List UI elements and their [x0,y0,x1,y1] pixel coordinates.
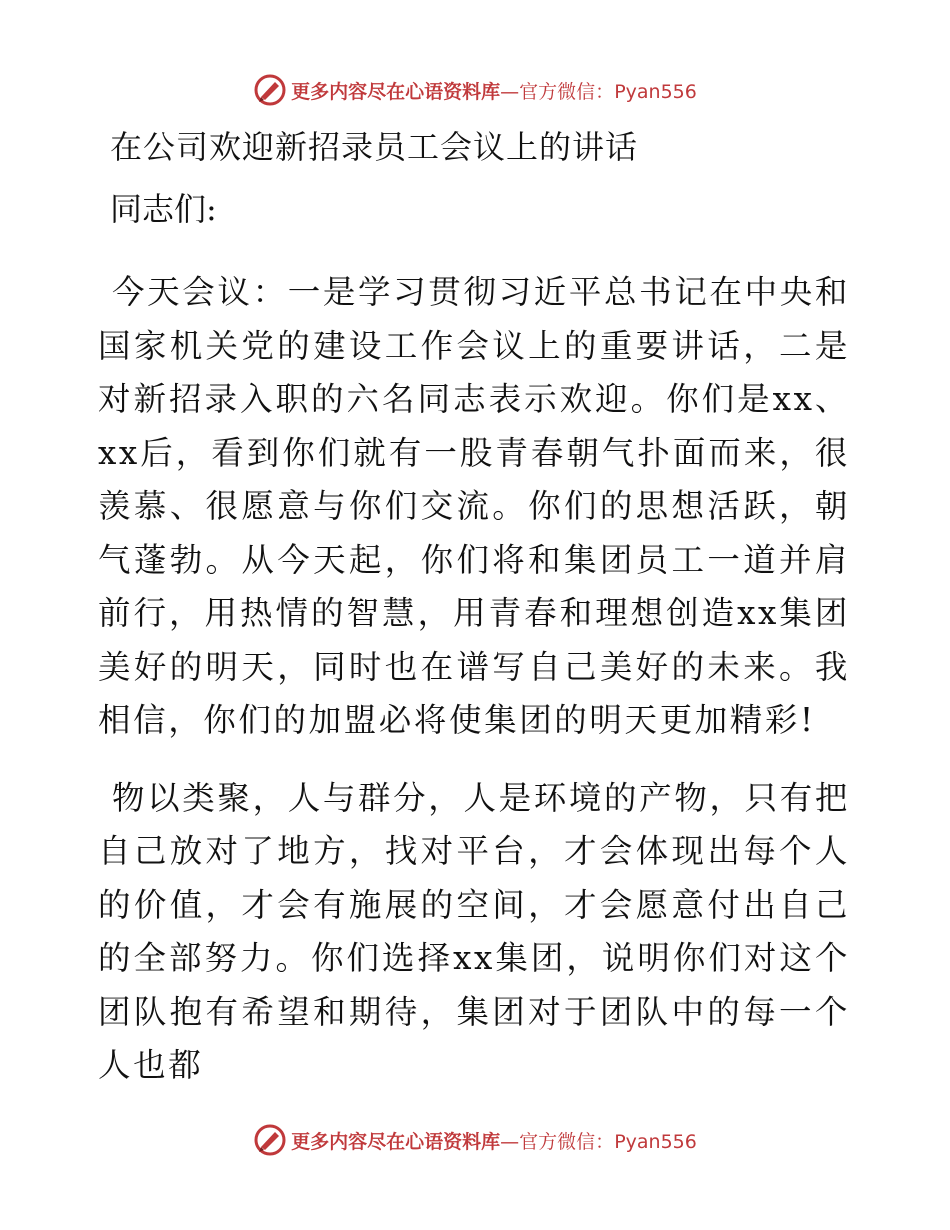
banner-site: 更多内容尽在心语资料库 [291,1130,501,1153]
pen-logo-icon [253,1123,287,1157]
banner-site: 更多内容尽在心语资料库 [291,80,501,103]
document-title: 在公司欢迎新招录员工会议上的讲话 [110,128,639,166]
greeting: 同志们: [110,190,217,228]
banner-dash: — [500,1130,520,1153]
banner-wechat-label: 官方微信： [519,80,615,103]
banner-wechat-id: Pyan556 [614,1130,697,1153]
banner-text [291,77,697,104]
banner-dash: — [500,80,520,103]
paragraph-1: 今天会议：一是学习贯彻习近平总书记在中央和国家机关党的建设工作会议上的重要讲话，二是对新招录入职的六名同志表示欢迎。你们是xx、xx后，看到你们就有一股青春朝气扑面而来，很羡慕、很愿意与你们交流。你们的思想活跃，朝气蓬勃。从今天起，你们将和集团员工一道并肩前行，用热情的智慧，用青春和理想创造xx集团美好的明天，同时也在谱写自己美好的未来。我相信，你们的加盟必将使集团的明天更加精彩! [98,273,850,739]
banner-text [291,1127,697,1154]
document-body [98,118,858,1093]
footer-banner [0,1120,950,1160]
header-banner [0,70,950,110]
banner-wechat-id: Pyan556 [614,80,697,103]
banner-wechat-label: 官方微信： [519,1130,615,1153]
pen-logo-icon [253,73,287,107]
paragraph-2: 物以类聚，人与群分，人是环境的产物，只有把自己放对了地方，找对平台，才会体现出每个人的价值，才会有施展的空间，才会愿意付出自己的全部努力。你们选择xx集团，说明你们对这个团队抱有希望和期待，集团对于团队中的每一个人也都 [98,778,850,1084]
